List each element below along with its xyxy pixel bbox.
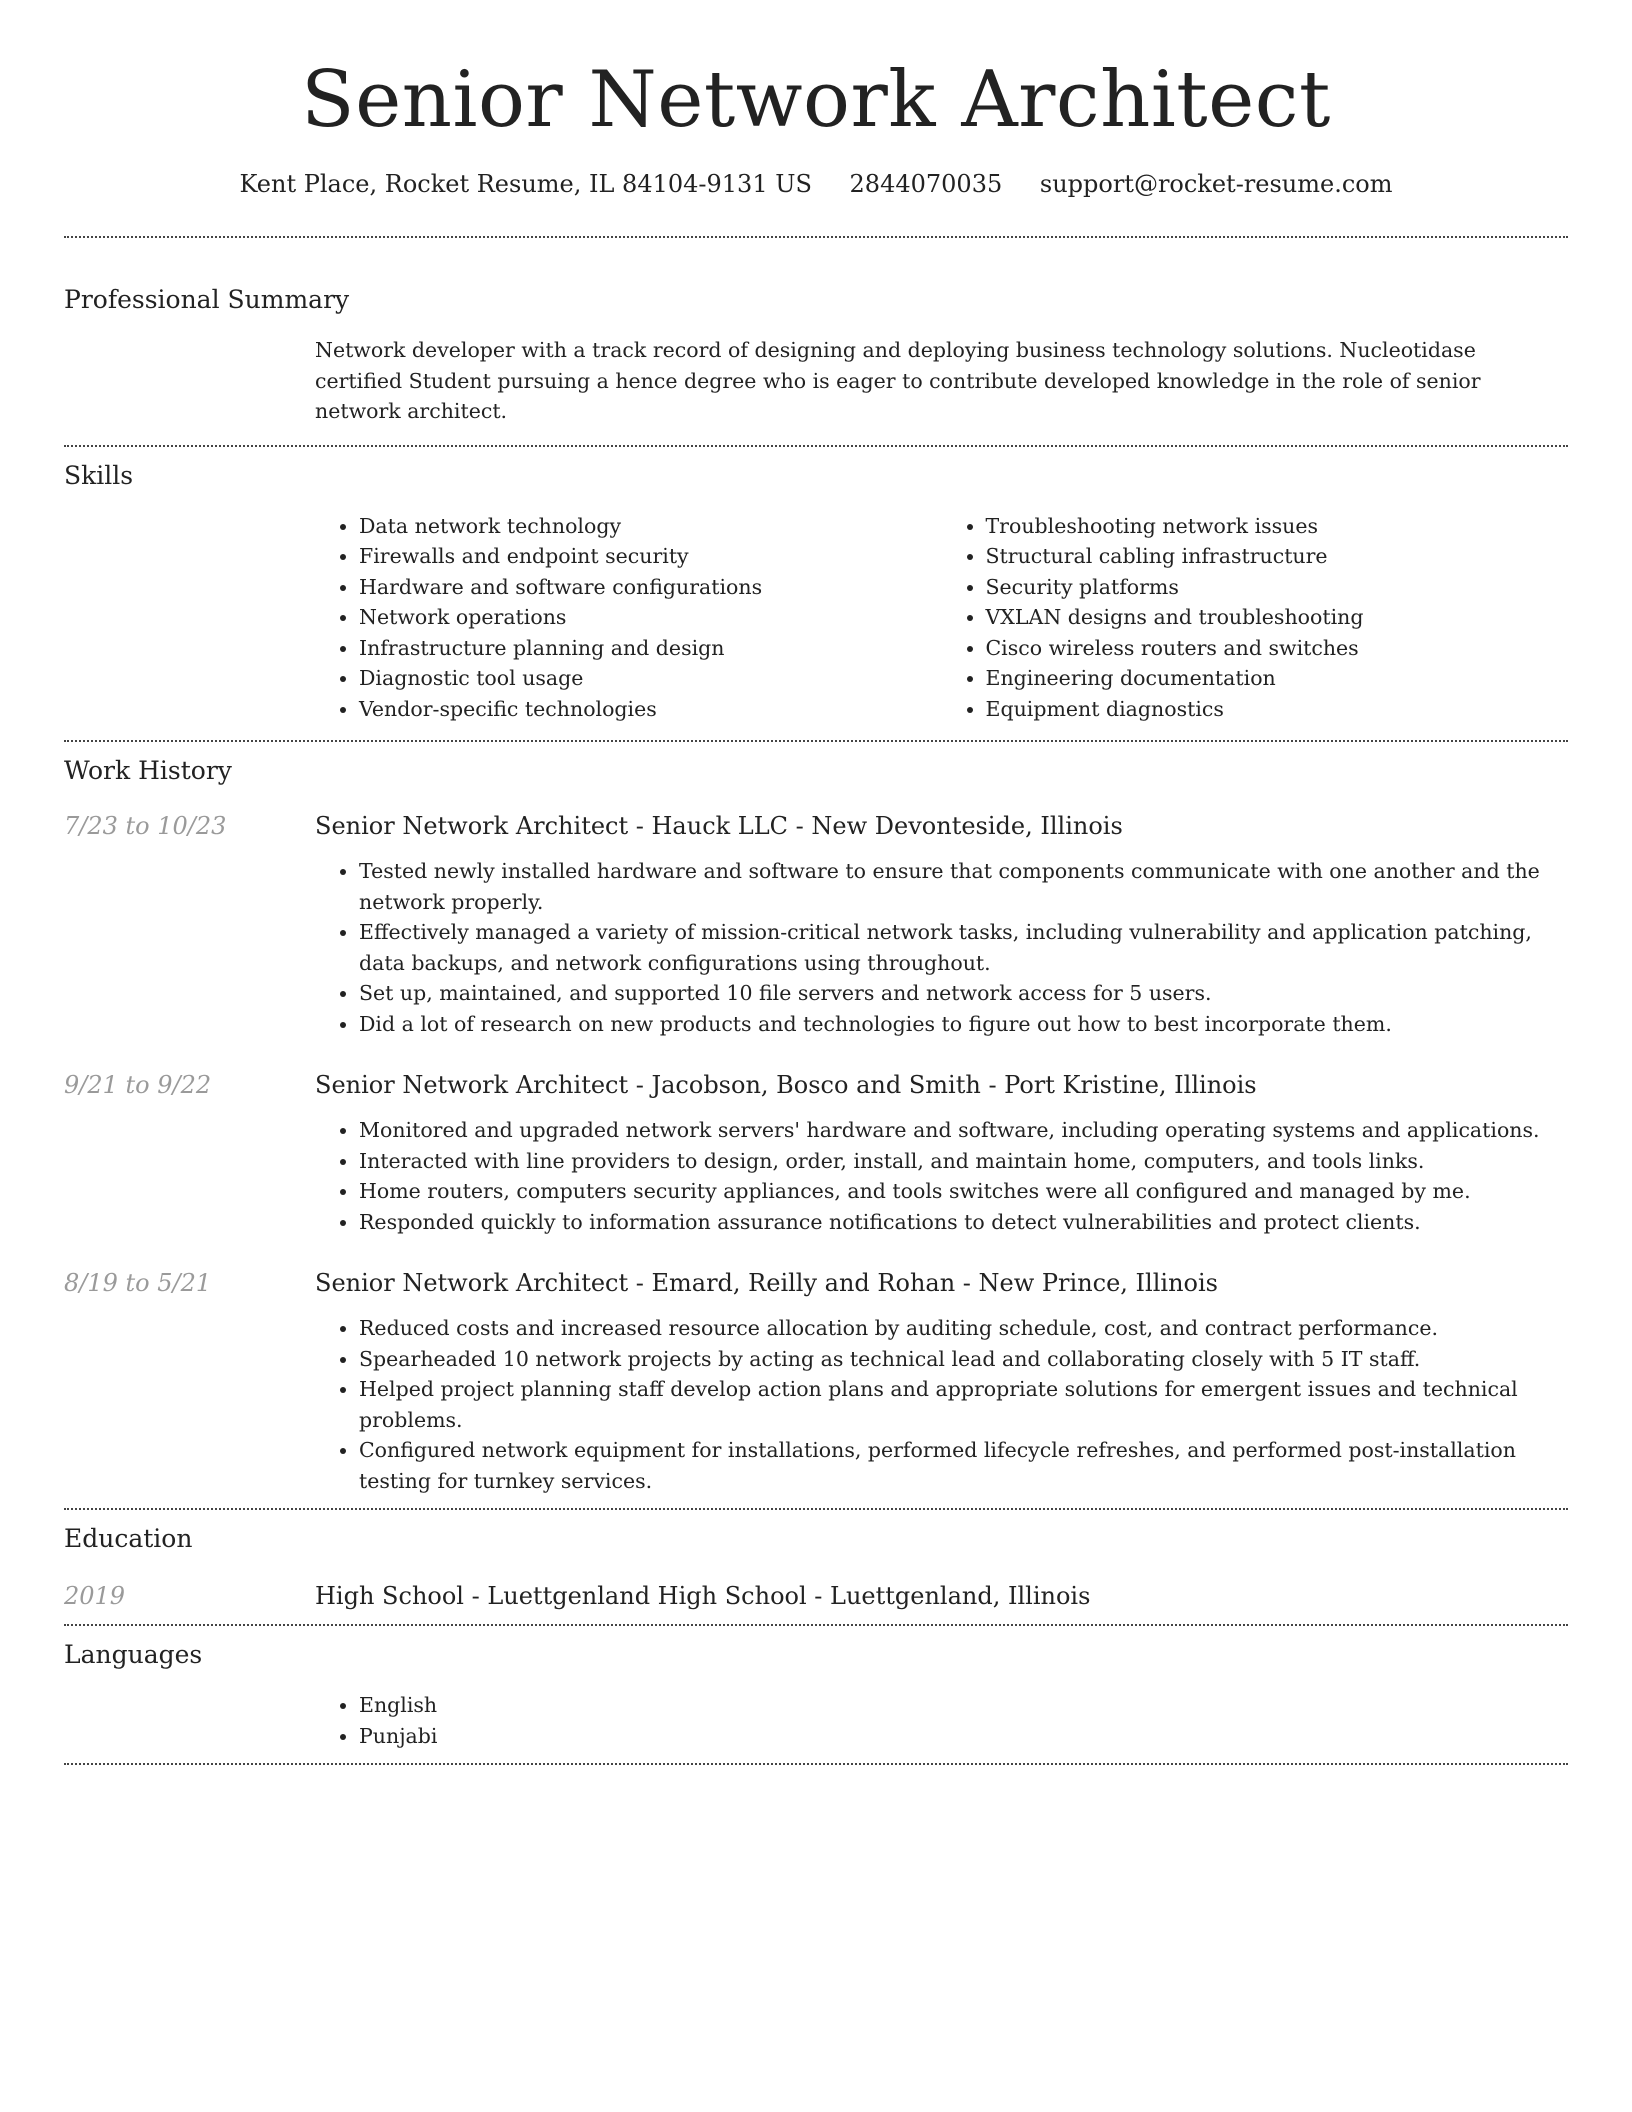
education-entry bbox=[64, 1578, 1568, 1624]
job-heading: Senior Network Architect - Hauck LLC - New Devonteside, Illinois bbox=[315, 812, 1123, 840]
job-dates: 7/23 to 10/23 bbox=[64, 812, 227, 840]
section-divider bbox=[64, 1763, 1568, 1765]
job-bullet: • Interacted with line providers to design, order, install, and maintain home, computers, and tools links. bbox=[359, 1146, 1568, 1177]
skills-section bbox=[64, 447, 1568, 741]
job-bullet: • Monitored and upgraded network servers' hardware and software, including operating systems and applications. bbox=[359, 1115, 1568, 1146]
job-bullets bbox=[315, 1313, 1568, 1496]
skill-item: • Cisco wireless routers and switches bbox=[986, 633, 1569, 664]
summary-text: Network developer with a track record of designing and deploying business technology solutions. Nucleotidase certified Student pursuing a hence degree who is eager to contribute developed knowledge in the role of senior network architect. bbox=[315, 338, 1481, 423]
skill-item: • Diagnostic tool usage bbox=[359, 663, 942, 694]
language-item: • Punjabi bbox=[359, 1721, 1568, 1752]
job-entry bbox=[64, 1265, 1568, 1496]
skill-item: • Firewalls and endpoint security bbox=[359, 541, 942, 572]
languages-title: Languages bbox=[64, 1640, 203, 1669]
summary-title: Professional Summary bbox=[64, 285, 350, 314]
job-bullet: • Effectively managed a variety of mission-critical network tasks, including vulnerability and application patching, data backups, and network configurations using throughout. bbox=[359, 917, 1568, 978]
job-bullet: • Set up, maintained, and supported 10 file servers and network access for 5 users. bbox=[359, 978, 1568, 1009]
job-bullets bbox=[315, 856, 1568, 1039]
summary-section bbox=[64, 238, 1568, 445]
skill-item: • Network operations bbox=[359, 602, 942, 633]
work-section bbox=[64, 742, 1568, 1508]
languages-list bbox=[315, 1690, 1568, 1751]
skill-item: • Vendor-specific technologies bbox=[359, 694, 942, 725]
education-heading: High School - Luettgenland High School - Luettgenland, Illinois bbox=[315, 1582, 1091, 1610]
contact-email: support@rocket-resume.com bbox=[1039, 170, 1393, 198]
job-bullet: • Reduced costs and increased resource allocation by auditing schedule, cost, and contract performance. bbox=[359, 1313, 1568, 1344]
education-title: Education bbox=[64, 1524, 193, 1553]
contact-address: Kent Place, Rocket Resume, IL 84104-9131 US bbox=[239, 170, 812, 198]
skill-item: • Equipment diagnostics bbox=[986, 694, 1569, 725]
education-section bbox=[64, 1510, 1568, 1624]
work-title: Work History bbox=[64, 756, 232, 785]
contact-info bbox=[64, 166, 1568, 202]
job-details bbox=[315, 1067, 1568, 1237]
skill-item: • Hardware and software configurations bbox=[359, 572, 942, 603]
languages-section bbox=[64, 1626, 1568, 1763]
job-entry bbox=[64, 1067, 1568, 1237]
job-heading: Senior Network Architect - Emard, Reilly and Rohan - New Prince, Illinois bbox=[315, 1269, 1218, 1297]
job-bullets bbox=[315, 1115, 1568, 1237]
skill-item: • VXLAN designs and troubleshooting bbox=[986, 602, 1569, 633]
skills-list-right bbox=[942, 511, 1569, 725]
job-bullet: • Configured network equipment for installations, performed lifecycle refreshes, and performed post-installation testing for turnkey services. bbox=[359, 1435, 1568, 1496]
job-dates: 8/19 to 5/21 bbox=[64, 1269, 212, 1297]
job-bullet: • Responded quickly to information assurance notifications to detect vulnerabilities and protect clients. bbox=[359, 1207, 1568, 1238]
job-heading: Senior Network Architect - Jacobson, Bosco and Smith - Port Kristine, Illinois bbox=[315, 1071, 1257, 1099]
job-bullet: • Tested newly installed hardware and software to ensure that components communicate with one another and the network properly. bbox=[359, 856, 1568, 917]
job-bullet: • Helped project planning staff develop action plans and appropriate solutions for emergent issues and technical problems. bbox=[359, 1374, 1568, 1435]
language-item: • English bbox=[359, 1690, 1568, 1721]
resume-page bbox=[64, 0, 1568, 1765]
education-year: 2019 bbox=[64, 1582, 126, 1610]
job-details bbox=[315, 1265, 1568, 1496]
job-details bbox=[315, 808, 1568, 1039]
languages-content bbox=[315, 1690, 1568, 1763]
contact-phone: 2844070035 bbox=[849, 170, 1003, 198]
job-bullet: • Spearheaded 10 network projects by acting as technical lead and collaborating closely with 5 IT staff. bbox=[359, 1344, 1568, 1375]
skill-item: • Security platforms bbox=[986, 572, 1569, 603]
skill-item: • Engineering documentation bbox=[986, 663, 1569, 694]
skills-title: Skills bbox=[64, 460, 134, 490]
job-bullet: • Home routers, computers security appliances, and tools switches were all configured and managed by me. bbox=[359, 1176, 1568, 1207]
skills-grid bbox=[315, 511, 1568, 741]
job-dates: 9/21 to 9/22 bbox=[64, 1071, 212, 1099]
skill-item: • Troubleshooting network issues bbox=[986, 511, 1569, 542]
resume-name: Senior Network Architect bbox=[301, 55, 1331, 145]
job-entry bbox=[64, 808, 1568, 1039]
skill-item: • Data network technology bbox=[359, 511, 942, 542]
skill-item: • Structural cabling infrastructure bbox=[986, 541, 1569, 572]
job-bullet: • Did a lot of research on new products and technologies to figure out how to best incorporate them. bbox=[359, 1009, 1568, 1040]
skill-item: • Infrastructure planning and design bbox=[359, 633, 942, 664]
skills-list-left bbox=[315, 511, 942, 725]
